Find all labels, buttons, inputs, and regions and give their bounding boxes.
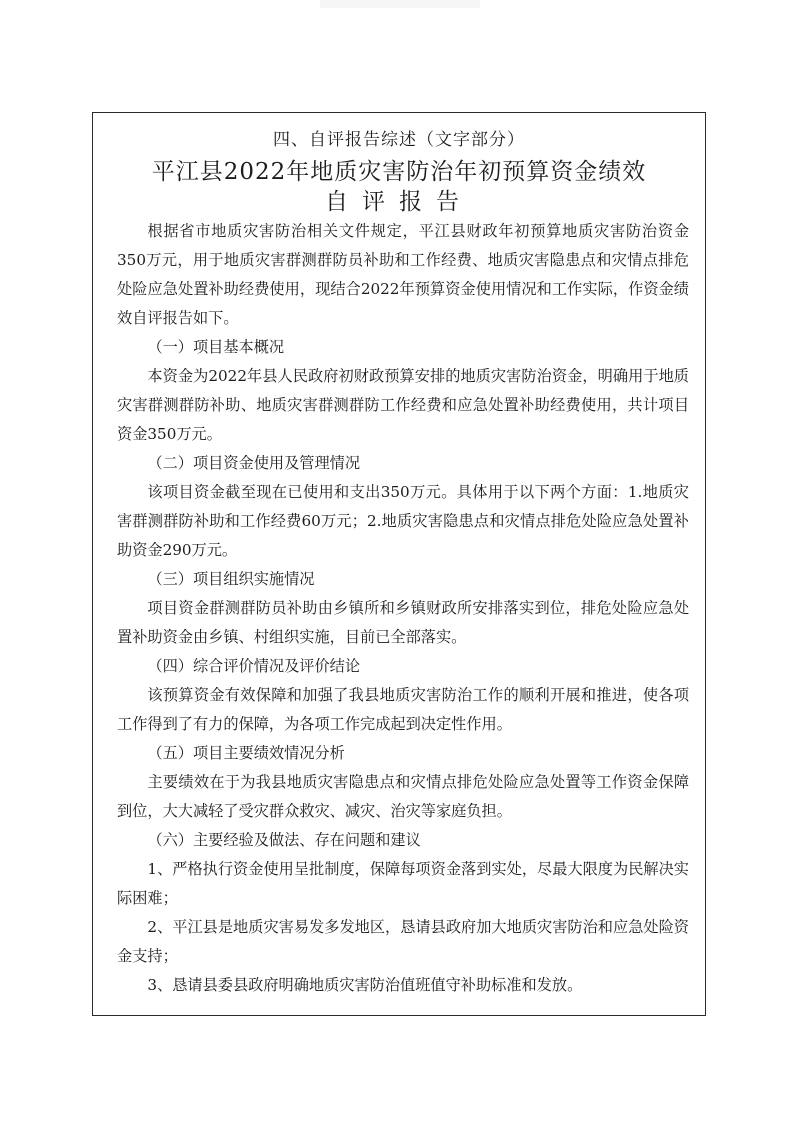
paragraph-performance: 主要绩效在于为我县地质灾害隐患点和灾情点排危处险应急处置等工作资金保障到位，大大减轻了受灾群众救灾、减灾、治灾等家庭负担。 <box>117 773 689 820</box>
list-item: 2、平江县是地质灾害易发多发地区，恳请县政府加大地质灾害防治和应急处险资金支持； <box>117 918 689 965</box>
report-frame <box>92 112 706 1016</box>
report-body <box>117 217 689 1000</box>
section-heading: 四、自评报告综述（文字部分） <box>273 130 525 150</box>
report-title-line2: 自评报告 <box>325 189 473 215</box>
subheading-evaluation: （四）综合评价情况及评价结论 <box>147 657 361 675</box>
subheading-performance: （五）项目主要绩效情况分析 <box>147 744 345 762</box>
paragraph-evaluation: 该预算资金有效保障和加强了我县地质灾害防治工作的顺利开展和推进，使各项工作得到了有力的保障，为各项工作完成起到决定性作用。 <box>117 686 689 733</box>
subheading-implementation: （三）项目组织实施情况 <box>147 570 315 588</box>
report-title-line1: 平江县2022年地质灾害防治年初预算资金绩效 <box>151 159 647 185</box>
intro-paragraph: 根据省市地质灾害防治相关文件规定，平江县财政年初预算地质灾害防治资金350万元，用于地质灾害群测群防员补助和工作经费、地质灾害隐患点和灾情点排危处险应急处置补助经费使用，现结合2022年预算资金使用情况和工作实际，作资金绩效自评报告如下。 <box>117 222 689 327</box>
list-item: 3、恳请县委县政府明确地质灾害防治值班值守补助标准和发放。 <box>147 976 583 994</box>
scan-artifact <box>320 0 480 8</box>
paragraph-fund-usage: 该项目资金截至现在已使用和支出350万元。具体用于以下两个方面：1.地质灾害群测群防补助和工作经费60万元；2.地质灾害隐患点和灾情点排危处险应急处置补助资金290万元。 <box>117 483 689 559</box>
subheading-experience: （六）主要经验及做法、存在问题和建议 <box>147 831 421 849</box>
paragraph-basic-overview: 本资金为2022年县人民政府初财政预算安排的地质灾害防治资金，明确用于地质灾害群测群防补助、地质灾害群测群防工作经费和应急处置补助经费使用，共计项目资金350万元。 <box>117 367 689 443</box>
list-item: 1、严格执行资金使用呈批制度，保障每项资金落到实处，尽最大限度为民解决实际困难； <box>117 860 689 907</box>
paragraph-implementation: 项目资金群测群防员补助由乡镇所和乡镇财政所安排落实到位，排危处险应急处置补助资金由乡镇、村组织实施，目前已全部落实。 <box>117 599 689 646</box>
subheading-basic-overview: （一）项目基本概况 <box>147 338 285 356</box>
subheading-fund-usage: （二）项目资金使用及管理情况 <box>147 454 361 472</box>
